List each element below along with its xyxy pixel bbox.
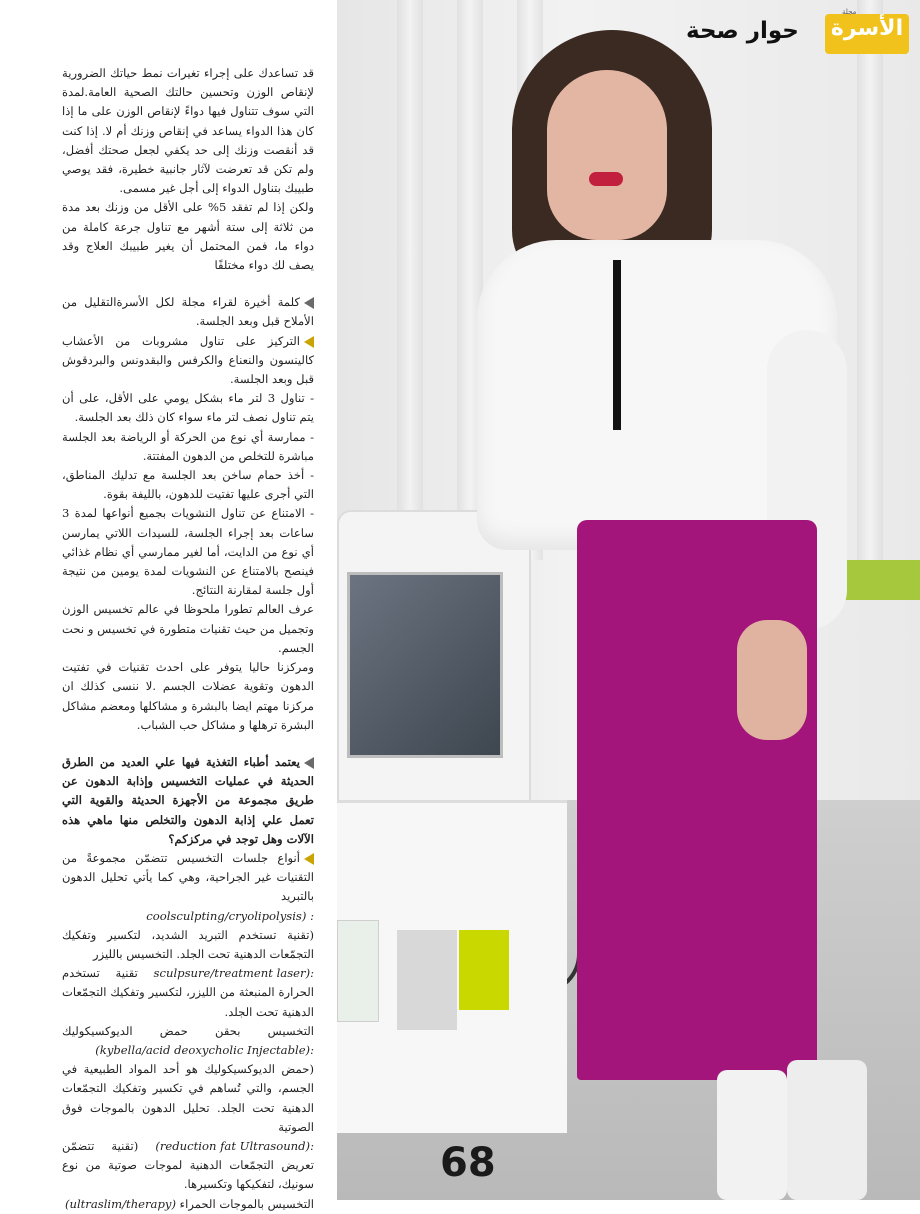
machine-screen	[347, 572, 503, 758]
technique-text: التخسيس بالموجات الحمراء	[179, 1196, 314, 1211]
arrow-bullet-icon	[304, 757, 314, 769]
technique-text: التخسيس بحقن حمض الديوكسيكوليك	[62, 1023, 314, 1038]
technique-english-name: coolsculpting/cryolipolysis) :	[146, 908, 314, 923]
technique-1	[62, 907, 314, 926]
woman-hand	[737, 620, 807, 740]
answer-text: التركيز على تناول مشروبات من الأعشاب كالينسون والنعناع والكرفس والبقدونس والبردقوش قبل وبعد الجلسة.	[62, 333, 314, 387]
product-box	[459, 930, 509, 1010]
logo-label: مجلة	[842, 8, 857, 16]
technique-text: (حمض الديوكسيكوليك هو أحد المواد الطبيعية في الجسم، والتي تُساهم في تكسير وتفكيك التجمّعات الدهنية تحت الجلد. تحليل الدهون بالموجات فوق الصوتية	[62, 1062, 314, 1134]
paragraph: قد تساعدك على إجراء تغيرات نمط حياتك الضرورية لإنقاص الوزن وتحسين حالتك الصحية العامة.لمدة التي سوف تتناول فيها دواءً لإنقاص الوزن على ما إذا كان هذا الدواء يساعد في إنقاص وزنك أم لا. إذا كنت قد أنقصت وزنك إلى حد يكفي لجعل صحتك أفضل، ولم تكن قد تعرضت لآثار جانبية خطيرة، فقد يوصي طبيبك بتناول الدواء إلى أجل غير مسمى.	[62, 66, 314, 196]
black-ribbon	[613, 260, 621, 430]
woman-lips	[589, 172, 623, 186]
product-box	[397, 930, 457, 1030]
list-item: - الامتناع عن تناول النشويات بجميع أنواعها لمدة 3 ساعات بعد إجراء الجلسة، للسيدات اللاتي يمارسن أي نوع من الدايت، أما لغير ممارسي أي نظام غذائي فينصح بالامتناع عن النشويات لمدة يومين من نتيجة أول جلسة لمقارنة النتائج.	[62, 506, 314, 598]
arrow-bullet-icon	[304, 336, 314, 348]
list-item: - ممارسة أي نوع من الحركة أو الرياضة بعد الجلسة مباشرة للتخلص من الدهون المفتتة.	[62, 429, 314, 463]
curtain-fold	[857, 0, 883, 560]
paragraph: ولكن إذا لم تفقد 5% على الأقل من وزنك بعد مدة من ثلاثة إلى ستة أشهر مع تناول جرعة كاملة من دواء ما، فمن المحتمل أن يغير طبيبك العلاج وقد يصف لك دواء مختلفًا	[62, 200, 314, 273]
technique-4	[62, 1137, 314, 1195]
arrow-bullet-icon	[304, 297, 314, 309]
technique-english-name: (reduction fat Ultrasound):	[155, 1138, 314, 1153]
treatment-bed	[837, 560, 920, 600]
technique-text: (تقنية تتضمّن تعريض التجمّعات الدهنية لموجات صوتية من نوع سونيك، لتفكيكها وتكسيرها.	[62, 1138, 314, 1192]
technique-english-name: sculpsure/treatment laser):	[153, 966, 314, 981]
question-text: يعتمد أطباء التغذية فيها علي العديد من الطرق الحديثة في عمليات التخسيس وإذابة الدهون عن طريق مجموعة من الأجهزة الحديثة والقوية التي تعمل علي إذابة الدهون والتخلص منها ماهي هذه الآلات وهل توجد في مركزكم؟	[62, 754, 314, 846]
technique-2	[62, 964, 314, 1022]
technique-5	[62, 1195, 314, 1214]
technique-3	[62, 1022, 314, 1137]
question-2	[62, 753, 314, 849]
technique-text: تقنية تستخدم الحرارة المنبعثة من الليزر، لتكسير وتفكيك التجمّعات الدهنية تحت الجلد.	[62, 966, 314, 1019]
magenta-skirt	[577, 520, 817, 1080]
paragraph: ومركزنا حاليا يتوفر على احدث تقنيات في تفتيت الدهون وتقوية عضلات الجسم .لا ننسى كذلك ان مركزنا مهتم ايضا بالبشرة و مشاكلها ومعضم مشاكل البشرة ترهلها و مشاكل حب الشباب.	[62, 660, 314, 732]
white-boot	[717, 1070, 787, 1200]
woman-face	[547, 70, 667, 240]
answer-2	[62, 849, 314, 907]
paragraph: عرف العالم تطورا ملحوظا في عالم تخسيس الوزن وتجميل من حيث تقنيات متطورة في تخسيس و نحت الجسم.	[62, 602, 314, 655]
technique-1-desc: (تقنية تستخدم التبريد الشديد، لتكسير وتفكيك التجمّعات الدهنية تحت الجلد. التخسيس بالليزر	[62, 927, 314, 961]
article-text-column	[62, 64, 314, 1214]
interview-photo	[337, 0, 920, 1200]
arrow-bullet-icon	[304, 853, 314, 865]
section-title: حوار صحة	[686, 18, 799, 44]
list-item: - أخذ حمام ساخن بعد الجلسة مع تدليك المناطق، التي أجرى عليها تفتيت للدهون، بالليفة بقوة.	[62, 468, 314, 502]
white-boot	[787, 1060, 867, 1200]
answer-text: أنواع جلسات التخسيس تتضمّن مجموعةً من التقنيات غير الجراحية، وهي كما يأتي تحليل الدهون بالتبريد	[62, 850, 314, 904]
technique-english-name: (kybella/acid deoxycholic Injectable):	[95, 1042, 314, 1057]
list-item: - تناول 3 لتر ماء بشكل يومي على الأقل، على أن يتم تناول نصف لتر ماء سواء كان ذلك بعد الجلسة.	[62, 391, 314, 425]
product-box	[337, 920, 379, 1022]
logo-name: الأسرة	[830, 16, 904, 41]
answer-1	[62, 332, 314, 390]
technique-english-name: (ultraslim/therapy)	[64, 1196, 176, 1211]
curtain-fold	[397, 0, 423, 560]
question-text: كلمة أخيرة لقراء مجلة لكل الأسرةالتقليل من الأملاح قبل وبعد الجلسة.	[62, 295, 314, 329]
question-1	[62, 293, 314, 331]
page-number: 68	[440, 1140, 496, 1186]
